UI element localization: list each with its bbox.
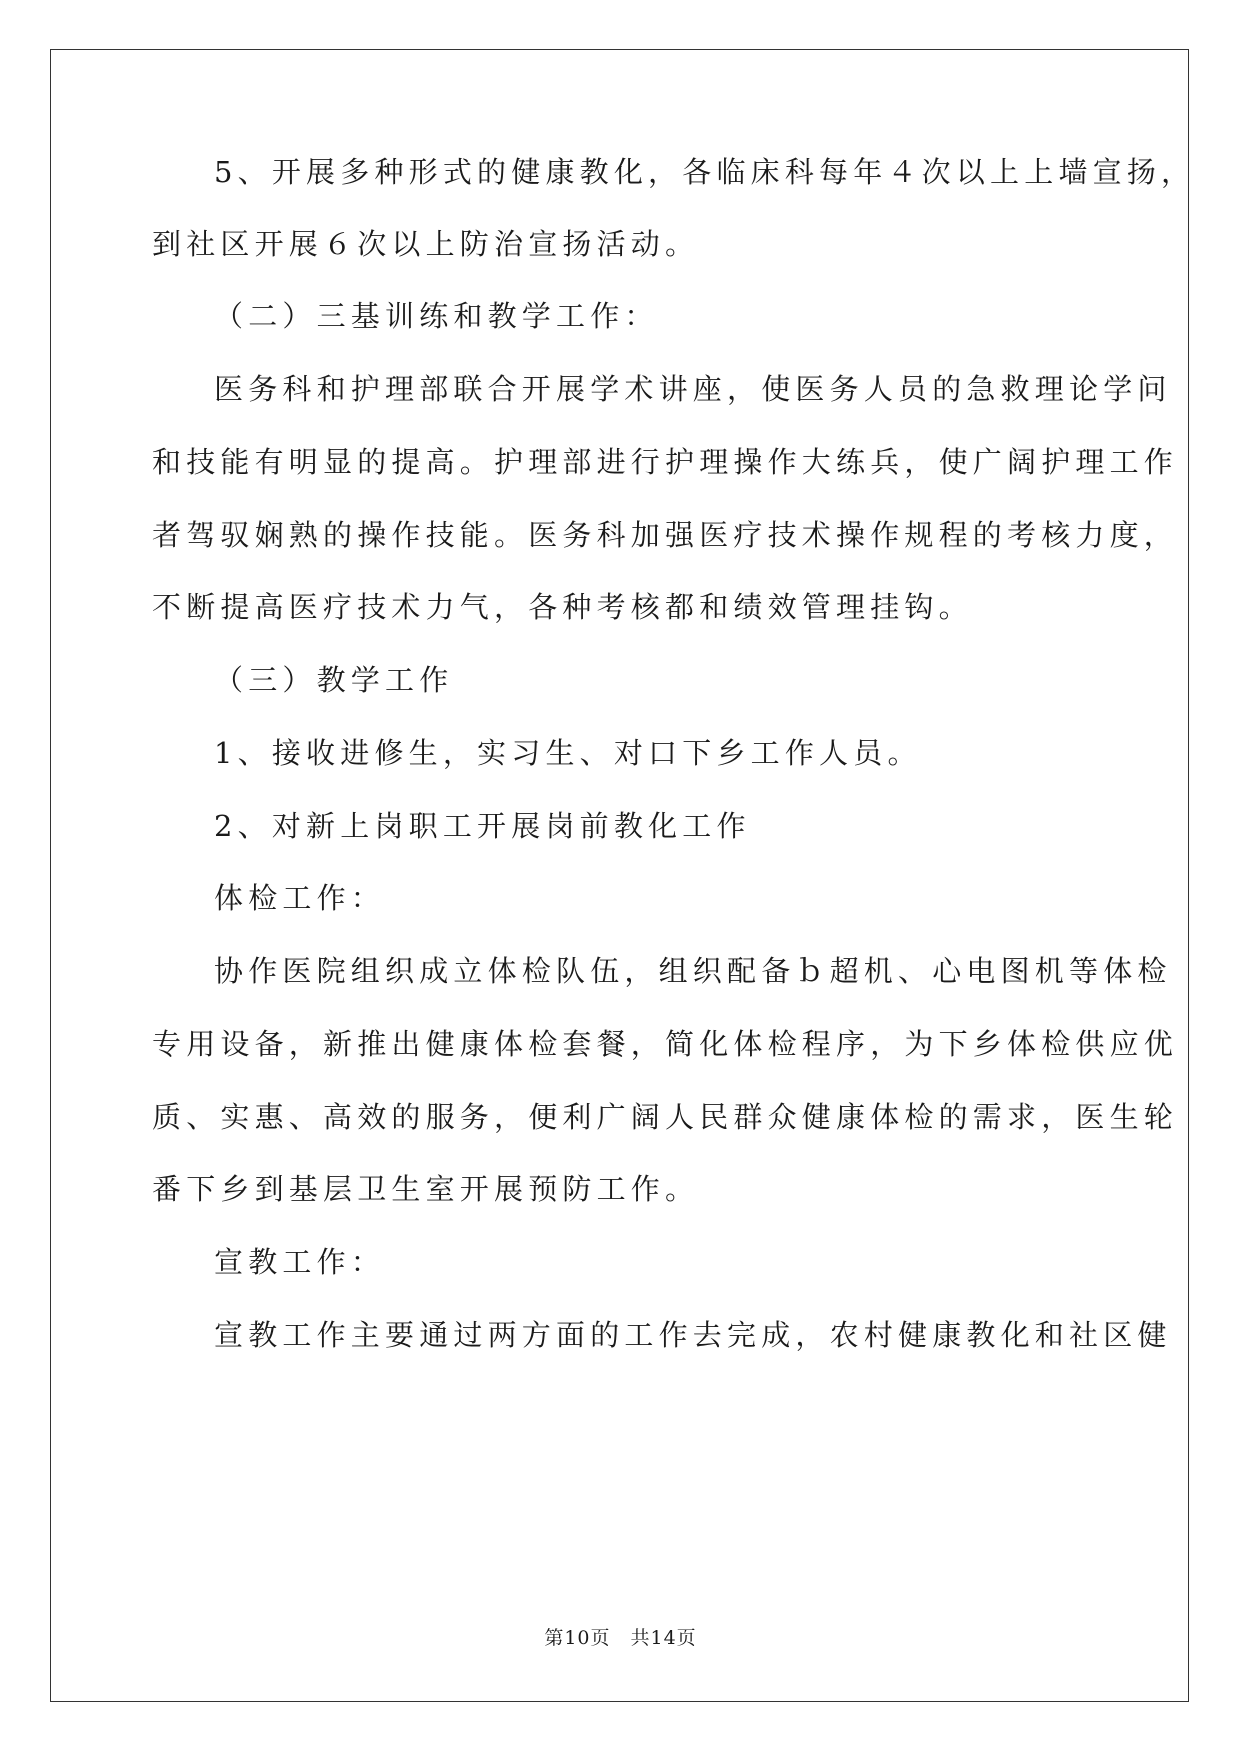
paragraph-line: 协作医院组织成立体检队伍，组织配备ｂ超机、心电图机等体检 (214, 954, 1172, 988)
paragraph-line: 到社区开展６次以上防治宣扬活动。 (152, 227, 700, 261)
paragraph-line: 医务科和护理部联合开展学术讲座，使医务人员的急救理论学问 (214, 372, 1172, 406)
section-heading: 体检工作： (214, 881, 386, 915)
paragraph-line: 和技能有明显的提高。护理部进行护理操作大练兵，使广阔护理工作 (152, 445, 1179, 479)
list-item: 2、对新上岗职工开展岗前教化工作 (214, 809, 751, 843)
paragraph-line: 者驾驭娴熟的操作技能。医务科加强医疗技术操作规程的考核力度， (152, 518, 1179, 552)
paragraph-line: 番下乡到基层卫生室开展预防工作。 (152, 1172, 700, 1206)
section-heading: 宣教工作： (214, 1245, 386, 1279)
paragraph-line: 专用设备，新推出健康体检套餐，简化体检程序，为下乡体检供应优 (152, 1027, 1179, 1061)
section-heading: （三）教学工作 (214, 663, 454, 697)
paragraph-line: 5、开展多种形式的健康教化，各临床科每年４次以上上墙宣扬， (214, 155, 1196, 189)
section-heading: （二）三基训练和教学工作： (214, 299, 659, 333)
list-item: 1、接收进修生，实习生、对口下乡工作人员。 (214, 736, 922, 770)
paragraph-line: 质、实惠、高效的服务，便利广阔人民群众健康体检的需求，医生轮 (152, 1100, 1179, 1134)
page-number: 第10页 共14页 (544, 1627, 697, 1649)
paragraph-line: 宣教工作主要通过两方面的工作去完成，农村健康教化和社区健 (214, 1318, 1172, 1352)
paragraph-line: 不断提高医疗技术力气，各种考核都和绩效管理挂钩。 (152, 590, 973, 624)
